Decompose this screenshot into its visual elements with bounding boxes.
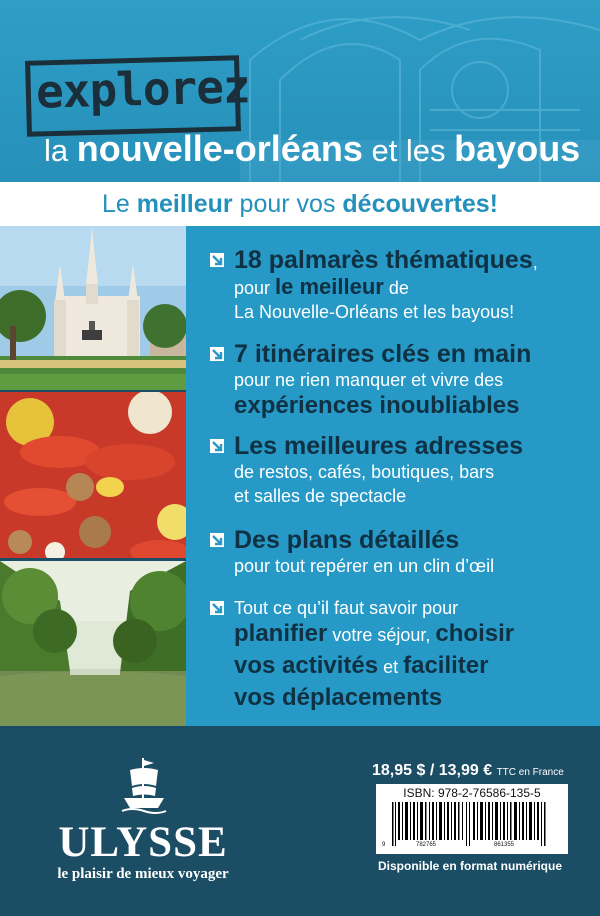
arrow-icon: [210, 253, 224, 267]
series-stamp-label: explorez: [35, 59, 251, 119]
title-prefix: la: [44, 133, 77, 168]
ship-logo-icon: [120, 756, 168, 814]
feature-emphasis: expériences inoubliables: [234, 392, 520, 419]
isbn-barcode-box: [376, 784, 568, 854]
feature-text: votre séjour,: [327, 625, 436, 645]
feature-emphasis: planifier: [234, 620, 328, 647]
feature-heading: Les meilleures adresses: [234, 432, 524, 460]
feature-emphasis: vos déplacements: [234, 684, 443, 711]
feature-text: et salles de spectacle: [234, 486, 407, 506]
crawfish-photo: [0, 392, 186, 558]
barcode-digits-right: 861355: [494, 842, 515, 848]
bayou-photo: [0, 561, 186, 726]
arrow-icon: [210, 601, 224, 615]
feature-text: pour tout repérer en un clin d’œil: [234, 556, 495, 576]
feature-emphasis: vos activités: [234, 652, 379, 679]
cathedral-photo: [0, 226, 186, 390]
price-value: 18,95 $ / 13,99 €: [372, 762, 493, 779]
tagline-bar: [0, 182, 600, 226]
title-city: nouvelle-orléans: [76, 128, 363, 169]
feature-text: de restos, cafés, boutiques, bars: [234, 462, 495, 482]
arrow-icon: [210, 347, 224, 361]
feature-emphasis: faciliter: [403, 652, 489, 679]
feature-text: La Nouvelle-Orléans et les bayous!: [234, 302, 515, 322]
price-note: TTC en France: [496, 767, 564, 778]
tagline-part: pour vos: [232, 190, 343, 218]
feature-text: Tout ce qu’il faut savoir pour: [234, 598, 459, 618]
barcode-icon: [384, 802, 560, 852]
feature-text: et: [378, 657, 404, 677]
feature-heading: 18 palmarès thématiques: [234, 246, 533, 274]
arrow-icon: [210, 533, 224, 547]
feature-text: pour ne rien manquer et vivre des: [234, 370, 504, 390]
tagline-emphasis: meilleur: [136, 190, 233, 218]
digital-availability-note: Disponible en format numérique: [378, 859, 563, 873]
barcode-digit-left: 9: [382, 842, 386, 848]
publisher-logo-name: ULYSSE: [58, 819, 228, 866]
feature-text: pour: [234, 278, 276, 298]
cover-footer: [0, 726, 600, 916]
feature-heading-suffix: ,: [532, 252, 538, 272]
feature-emphasis: le meilleur: [275, 274, 384, 299]
cover-header: [0, 0, 600, 182]
tagline-emphasis: découvertes!: [342, 190, 499, 218]
features-panel: [186, 226, 600, 726]
price-line: [372, 762, 564, 780]
arrow-icon: [210, 439, 224, 453]
title-region: bayous: [454, 128, 581, 169]
feature-emphasis: choisir: [435, 620, 515, 647]
feature-heading: Des plans détaillés: [234, 526, 460, 554]
publisher-tagline: le plaisir de mieux voyager: [57, 866, 229, 882]
barcode-digits-mid: 782765: [416, 842, 437, 848]
title-connector: et les: [362, 133, 455, 168]
book-title: [44, 128, 580, 170]
isbn-label: ISBN: 978-2-76586-135-5: [403, 786, 541, 800]
feature-heading: 7 itinéraires clés en main: [234, 340, 532, 368]
tagline-part: Le: [101, 190, 137, 218]
feature-text: de: [383, 278, 409, 298]
